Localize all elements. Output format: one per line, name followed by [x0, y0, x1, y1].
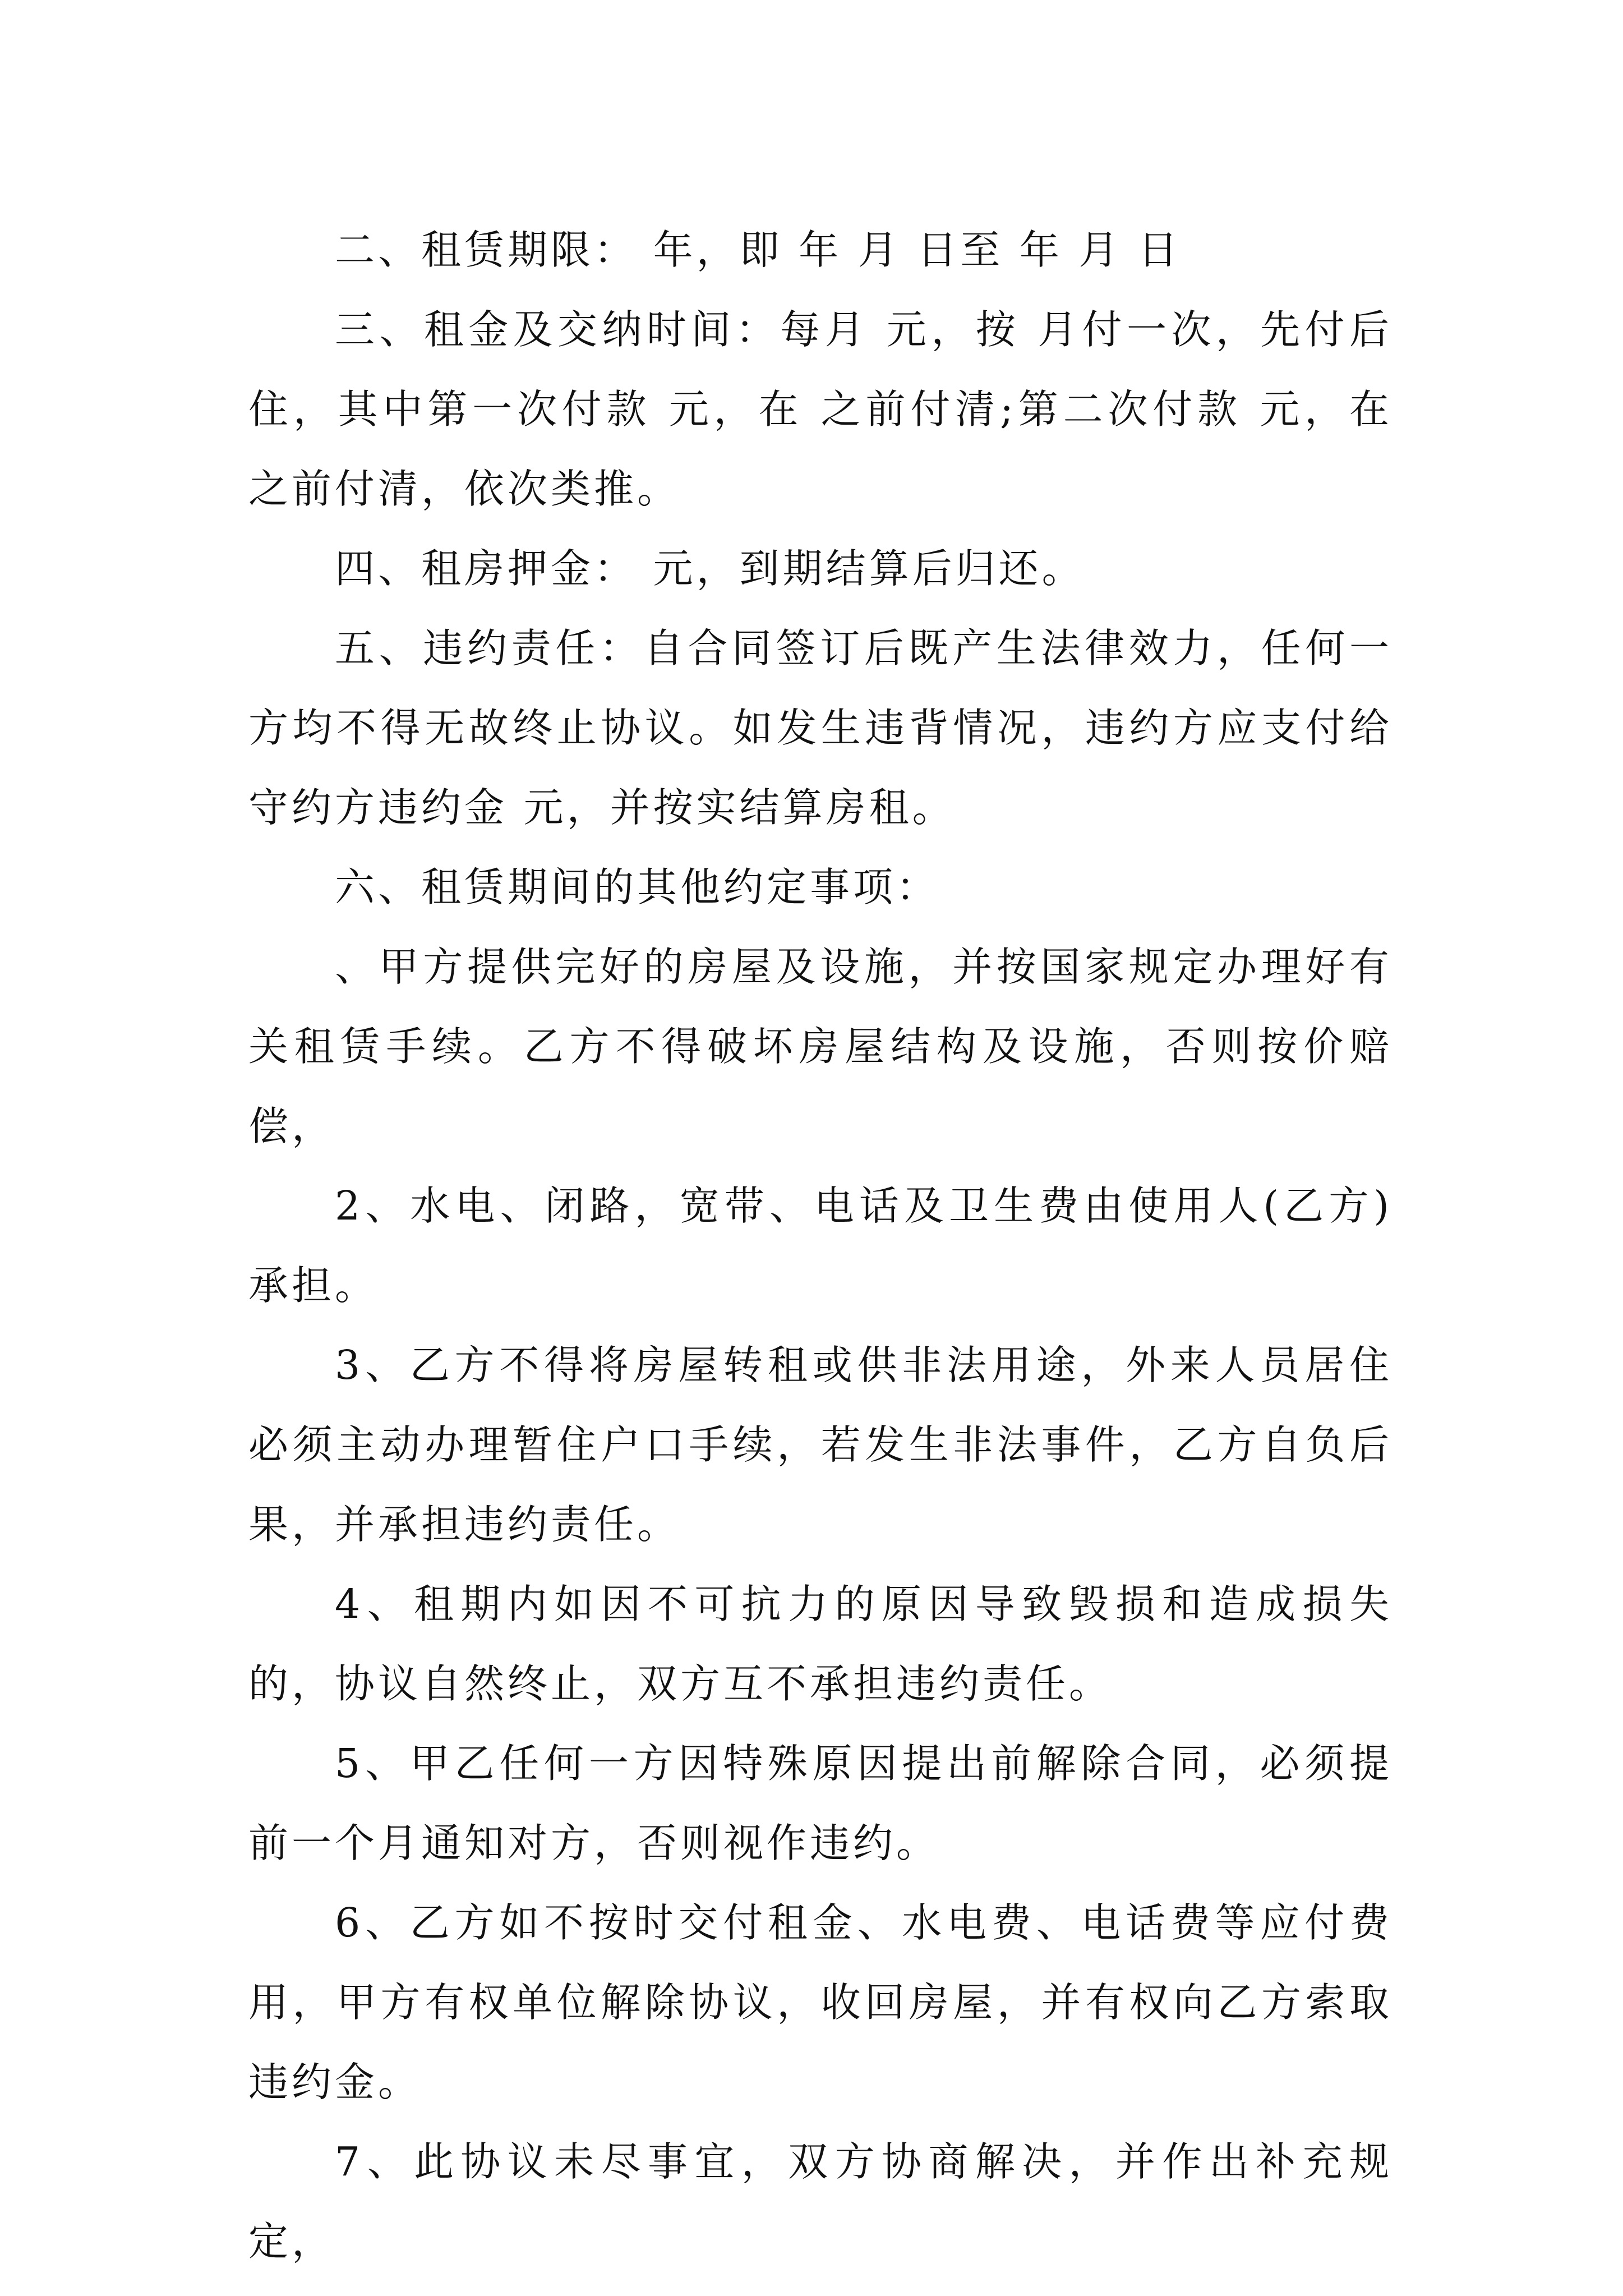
paragraph-term-6: 6、乙方如不按时交付租金、水电费、电话费等应付费用，甲方有权单位解除协议，收回房屋，并有权向乙方索取违约金。 [248, 1899, 1393, 2105]
paragraph-term-3: 3、乙方不得将房屋转租或供非法用途，外来人员居住必须主动办理暂住户口手续，若发生非法事件，乙方自负后果，并承担违约责任。 [248, 1342, 1393, 1548]
paragraph-term-7: 7、此协议未尽事宜，双方协商解决，并作出补充规定， [248, 2138, 1393, 2265]
document-body [248, 210, 1409, 2281]
paragraph-term-2: 2、水电、闭路，宽带、电话及卫生费由使用人(乙方)承担。 [248, 1182, 1393, 1309]
paragraph-deposit: 四、租房押金： 元，到期结算后归还。 [335, 545, 1085, 592]
paragraph-term-5: 5、甲乙任何一方因特殊原因提出前解除合同，必须提前一个月通知对方，否则视作违约。 [248, 1740, 1393, 1866]
paragraph-term-4: 4、租期内如因不可抗力的原因导致毁损和造成损失的，协议自然终止，双方互不承担违约责任。 [248, 1581, 1393, 1707]
paragraph-term-1: 、甲方提供完好的房屋及设施，并按国家规定办理好有关租赁手续。乙方不得破坏房屋结构及设施，否则按价赔偿， [248, 944, 1393, 1149]
paragraph-lease-term: 二、租赁期限： 年，即 年 月 日至 年 月 日 [335, 227, 1181, 273]
paragraph-breach-liability: 五、违约责任：自合同签订后既产生法律效力，任何一方均不得无故终止协议。如发生违背情况，违约方应支付给守约方违约金 元，并按实结算房租。 [248, 625, 1393, 831]
paragraph-rent-payment: 三、租金及交纳时间：每月 元，按 月付一次，先付后住，其中第一次付款 元，在 之前付清;第二次付款 元，在 之前付清，依次类推。 [248, 306, 1409, 512]
paragraph-other-terms-heading: 六、租赁期间的其他约定事项： [335, 864, 940, 910]
